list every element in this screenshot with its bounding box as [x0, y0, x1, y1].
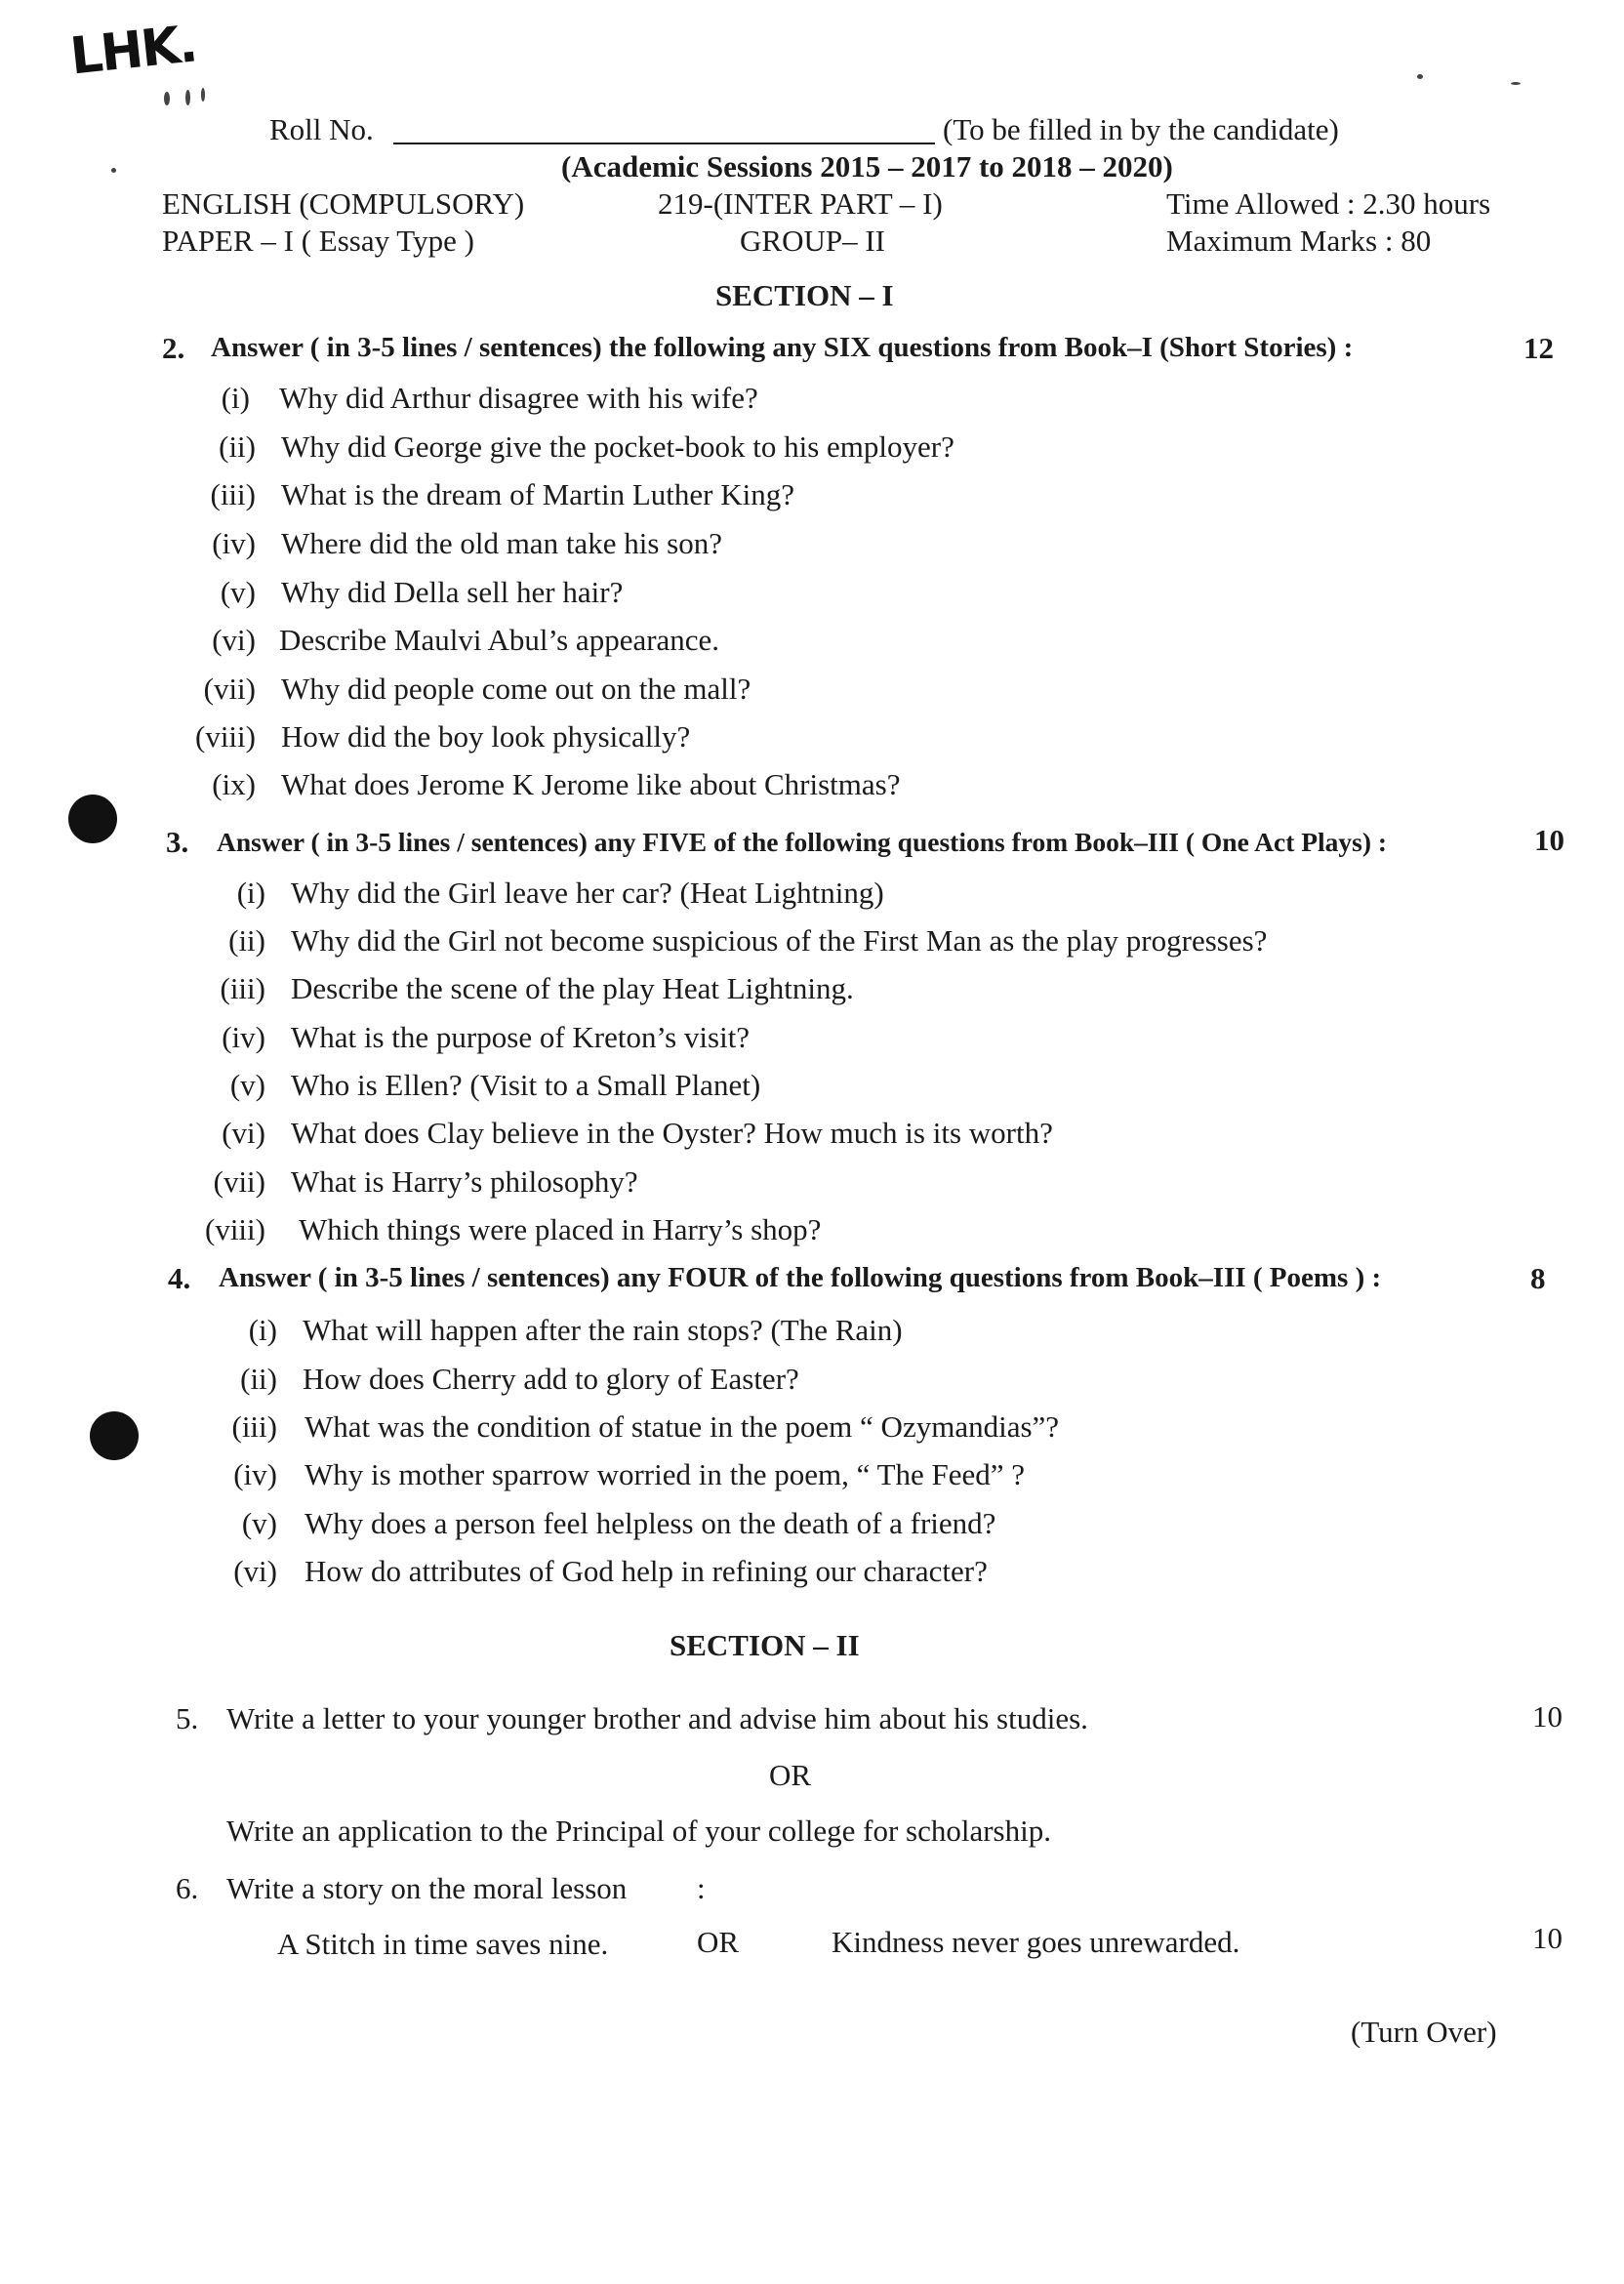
- item-number: (vi): [212, 623, 256, 657]
- list-item: How did the boy look physically?: [281, 719, 691, 754]
- question-3-marks: 10: [1534, 823, 1564, 857]
- question-6-marks: 10: [1532, 1921, 1563, 1955]
- list-item: Who is Ellen? (Visit to a Small Planet): [291, 1068, 761, 1102]
- list-item: Why did people come out on the mall?: [281, 672, 751, 706]
- question-5-or: OR: [769, 1758, 812, 1792]
- list-item: Why did George give the pocket-book to his employer?: [281, 429, 954, 464]
- item-number: (vii): [203, 672, 256, 706]
- list-item: What does Clay believe in the Oyster? How much is its worth?: [291, 1116, 1053, 1150]
- question-6-colon: :: [697, 1871, 706, 1905]
- question-number: 3.: [166, 825, 189, 859]
- list-item: Why is mother sparrow worried in the poem, “ The Feed” ?: [304, 1457, 1026, 1491]
- question-number: 2.: [162, 331, 185, 365]
- paper-type: PAPER – I ( Essay Type ): [162, 224, 474, 258]
- item-number: (ii): [219, 429, 256, 464]
- item-number: (iii): [231, 1409, 277, 1444]
- list-item: Why did the Girl not become suspicious of the First Man as the play progresses?: [291, 923, 1268, 958]
- list-item: What is the dream of Martin Luther King?: [281, 477, 794, 511]
- roll-no-line: [393, 143, 935, 144]
- item-number: (ii): [228, 923, 265, 958]
- list-item: Why did the Girl leave her car? (Heat Lightning): [291, 876, 884, 910]
- turn-over-note: (Turn Over): [1351, 2015, 1497, 2049]
- question-6-or: OR: [697, 1925, 740, 1959]
- list-item: How do attributes of God help in refining our character?: [304, 1554, 988, 1588]
- item-number: (i): [236, 876, 265, 910]
- item-number: (v): [229, 1068, 265, 1102]
- item-number: (ix): [212, 767, 256, 801]
- item-number: (iii): [220, 971, 265, 1005]
- list-item: What was the condition of statue in the poem “ Ozymandias”?: [304, 1409, 1060, 1444]
- roll-no-note: (To be filled in by the candidate): [943, 112, 1339, 146]
- item-number: (vi): [222, 1116, 265, 1150]
- item-number: (viii): [205, 1212, 265, 1246]
- group-label: GROUP– II: [740, 224, 885, 258]
- maximum-marks: Maximum Marks : 80: [1166, 224, 1432, 258]
- list-item: What is Harry’s philosophy?: [291, 1164, 638, 1199]
- list-item: Where did the old man take his son?: [281, 526, 722, 560]
- item-number: (iv): [222, 1020, 265, 1054]
- item-number: (vii): [213, 1164, 265, 1199]
- scan-speck: [1511, 82, 1521, 85]
- question-number: 4.: [168, 1261, 191, 1295]
- scan-speck: [164, 92, 170, 105]
- list-item: What is the purpose of Kreton’s visit?: [291, 1020, 751, 1054]
- item-number: (iv): [233, 1457, 277, 1491]
- question-3-instruction: Answer ( in 3-5 lines / sentences) any FIVE of the following questions from Book–III ( One Act Plays) :: [217, 827, 1388, 857]
- scan-speck: [201, 88, 205, 102]
- item-number: (i): [221, 381, 250, 415]
- list-item: Describe the scene of the play Heat Lightning.: [291, 971, 854, 1005]
- scan-speck: [1417, 74, 1423, 79]
- list-item: What does Jerome K Jerome like about Christmas?: [281, 767, 901, 801]
- question-4-marks: 8: [1530, 1261, 1546, 1295]
- question-5-text: Write a letter to your younger brother and advise him about his studies.: [226, 1701, 1088, 1735]
- item-number: (iv): [212, 526, 256, 560]
- punch-hole: [68, 795, 117, 843]
- question-6-option-1: A Stitch in time saves nine.: [277, 1927, 609, 1961]
- section-1-title: SECTION – I: [715, 278, 894, 312]
- item-number: (v): [220, 575, 256, 609]
- item-number: (v): [241, 1506, 277, 1540]
- question-number: 6.: [176, 1871, 199, 1905]
- roll-no-label: Roll No.: [269, 112, 374, 146]
- list-item: Why did Arthur disagree with his wife?: [279, 381, 758, 415]
- item-number: (iii): [210, 477, 256, 511]
- scan-speck: [111, 168, 116, 173]
- scan-speck: [185, 90, 190, 105]
- question-6-option-2: Kindness never goes unrewarded.: [832, 1925, 1240, 1959]
- question-6-text: Write a story on the moral lesson: [226, 1871, 628, 1905]
- list-item: Describe Maulvi Abul’s appearance.: [279, 623, 720, 657]
- handwritten-code: LHK.: [67, 15, 199, 87]
- item-number: (viii): [195, 719, 256, 754]
- item-number: (ii): [240, 1362, 277, 1396]
- subject-title: ENGLISH (COMPULSORY): [162, 186, 525, 221]
- list-item: Why does a person feel helpless on the death of a friend?: [304, 1506, 996, 1540]
- list-item: How does Cherry add to glory of Easter?: [303, 1362, 799, 1396]
- section-2-title: SECTION – II: [670, 1628, 860, 1662]
- question-4-instruction: Answer ( in 3-5 lines / sentences) any FOUR of the following questions from Book–III ( Poems ) :: [219, 1262, 1382, 1293]
- question-2-marks: 12: [1523, 331, 1554, 365]
- punch-hole: [90, 1411, 139, 1460]
- question-5-marks: 10: [1532, 1699, 1563, 1733]
- question-number: 5.: [176, 1701, 199, 1735]
- academic-sessions: (Academic Sessions 2015 – 2017 to 2018 – 2020): [561, 149, 1173, 184]
- item-number: (vi): [233, 1554, 277, 1588]
- paper-code: 219-(INTER PART – I): [658, 186, 943, 221]
- question-2-instruction: Answer ( in 3-5 lines / sentences) the following any SIX questions from Book–I (Short Stories) :: [211, 332, 1354, 363]
- question-5-alternative: Write an application to the Principal of your college for scholarship.: [226, 1814, 1051, 1848]
- item-number: (i): [248, 1313, 277, 1347]
- list-item: Why did Della sell her hair?: [281, 575, 624, 609]
- list-item: Which things were placed in Harry’s shop?: [299, 1212, 822, 1246]
- time-allowed: Time Allowed : 2.30 hours: [1166, 186, 1491, 221]
- list-item: What will happen after the rain stops? (The Rain): [303, 1313, 903, 1347]
